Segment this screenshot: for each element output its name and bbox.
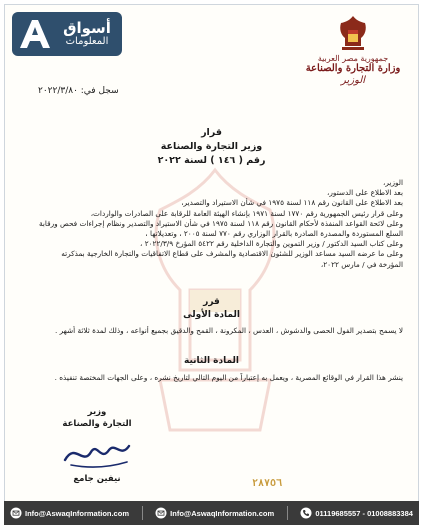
brand-logo[interactable] — [12, 12, 122, 56]
email-icon — [10, 507, 22, 519]
aswaq-logo-icon — [16, 16, 52, 52]
preamble-line: الوزير، — [383, 178, 403, 187]
egypt-eagle-emblem-icon — [336, 14, 370, 52]
preamble-line: السلع المستوردة والمصدرة الصادرة بالقرار الوزاري رقم ٧٧٠ لسنة ٢٠٠٥ ، وتعديلاتها ، — [145, 229, 403, 239]
decree-heading — [0, 296, 423, 322]
ministry-line-name: وزارة التجارة والصناعة — [305, 63, 401, 74]
signature-title-line2: التجارة والصناعة — [62, 419, 132, 429]
footer-phones-text: 01119685557 - 01008883384 — [315, 508, 413, 518]
footer-email-2-text: Info@AswaqInformation.com — [170, 508, 275, 518]
preamble-line: المؤرخة في / مارس ٢٠٢٢، — [320, 259, 403, 269]
footer-email-1-text: Info@AswaqInformation.com — [25, 508, 129, 518]
preamble-line: وعلى كتاب السيد الدكتور / وزير التموين والتجارة الداخلية رقم ٥٤٢٢ المؤرخ ٢٠٢٢/٣/٩ ، — [140, 239, 403, 249]
title-decision: قرار — [201, 127, 222, 138]
preamble-line: وعلى لائحة القواعد المنفذة لأحكام القانون رقم ١١٨ لسنة ١٩٧٥ في شأن الاستيراد والتصدير ونظام إجراءات فحص ورقابة — [38, 218, 403, 228]
article1-title: المادة الأولى — [183, 310, 240, 320]
contact-footer — [4, 501, 419, 525]
ministry-line-country: جمهورية مصر العربية — [317, 54, 389, 63]
phone-icon — [300, 507, 312, 519]
article1-text: لا يسمح بتصدير الفول الحصى والدشوش ، العدس ، المكرونة ، القمح والدقيق بجميع أنواعه ، وذلك لمدة ثلاثة أشهر . — [54, 326, 403, 335]
preamble — [20, 178, 403, 270]
title-number: رقم ( ١٤٦ ) لسنة ٢٠٢٢ — [157, 155, 266, 166]
footer-divider — [287, 506, 288, 520]
footer-divider — [142, 506, 143, 520]
preamble-line: وعلى قرار رئيس الجمهورية رقم ١٧٧٠ لسنة ١٩٧١ بإنشاء الهيئة العامة للرقابة على الصادرات والواردات، — [90, 208, 403, 218]
preamble-line: بعد الاطلاع على القانون رقم ١١٨ لسنة ١٩٧٥ في شأن الاستيراد والتصدير، — [181, 198, 403, 208]
signature-title-line1: وزير — [87, 407, 107, 417]
signatory-name: نيفين جامع — [73, 474, 121, 484]
ministry-line-minister: الوزير — [340, 75, 366, 86]
footer-email-1[interactable] — [10, 507, 129, 519]
decree-word: قرر — [203, 297, 220, 307]
seal-number: ٢٨٧٥٦ — [252, 478, 283, 489]
email-icon — [155, 507, 167, 519]
signature-block — [52, 406, 142, 484]
preamble-line: بعد الاطلاع على الدستور، — [327, 188, 403, 198]
handwritten-signature-icon — [57, 432, 137, 472]
brand-name-line1: أسواق — [63, 18, 111, 37]
title-issuer: وزير التجارة والصناعة — [160, 141, 263, 152]
decree-title — [0, 126, 423, 168]
article2-text: ينشر هذا القرار في الوقائع المصرية ، ويعمل به إعتباراً من اليوم التالي لتاريخ نشره ، وعلى الجهات المختصة تنفيذه . — [54, 373, 403, 382]
footer-phones[interactable] — [300, 507, 413, 519]
footer-email-2[interactable] — [155, 507, 274, 519]
brand-name-line2: المعلومات — [65, 35, 109, 47]
ministry-header — [303, 14, 403, 86]
record-number: سجل في: ٢٠٢٢/٣/٨٠ — [38, 86, 119, 96]
brand-name — [52, 18, 122, 47]
preamble-line: وعلى ما عرضه السيد مساعد الوزير للشئون الاقتصادية والمشرف على قطاع الاتفاقيات والتجارة الخارجية بمذكرته — [61, 249, 403, 259]
article2-title: المادة الثانية — [184, 356, 239, 366]
